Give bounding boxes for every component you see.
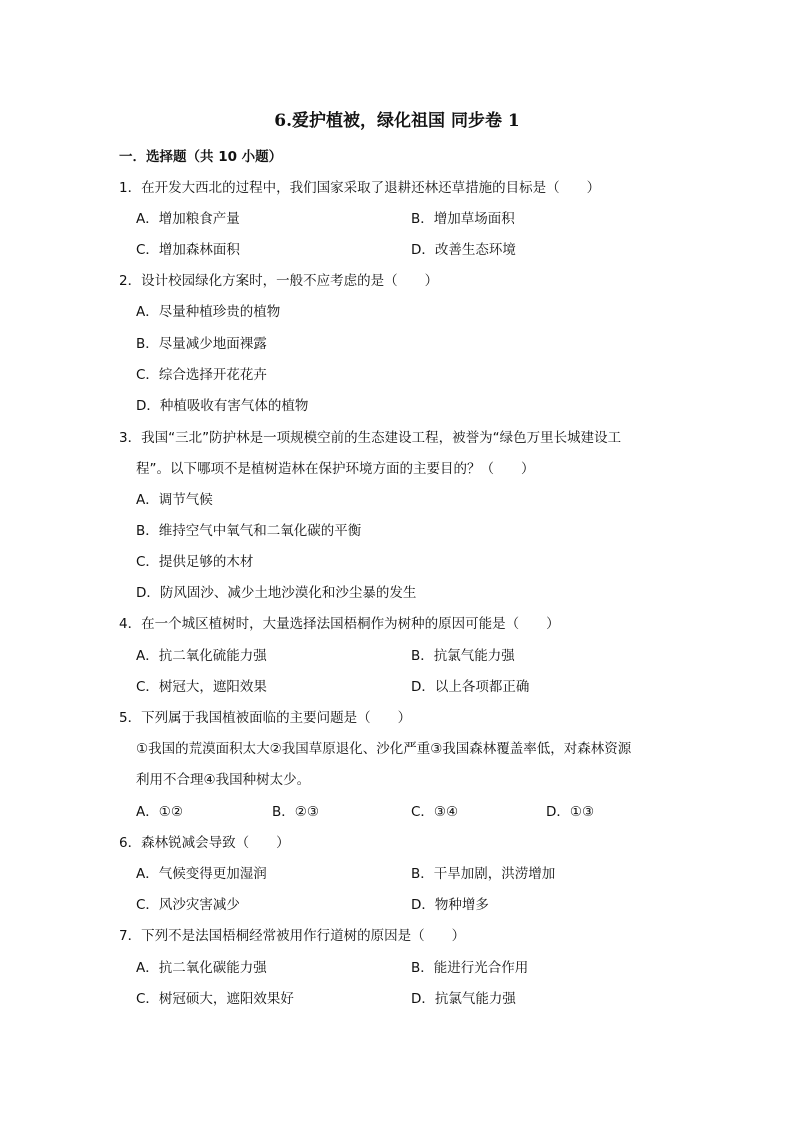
option-5b: B．②③ xyxy=(272,804,319,820)
option-2c: C．综合选择开花花卉 xyxy=(136,367,267,383)
question-2 xyxy=(119,269,438,289)
option-6b: B．干旱加剧，洪涝增加 xyxy=(411,866,556,882)
option-2d: D．种植吸收有害气体的植物 xyxy=(136,398,309,414)
section-heading: 一．选择题（共 10 小题） xyxy=(119,149,283,165)
option-5c: C．③④ xyxy=(411,804,459,820)
option-6c: C．风沙灾害减少 xyxy=(136,897,240,913)
question-number: 2． xyxy=(119,273,142,289)
option-1c: C．增加森林面积 xyxy=(136,242,240,258)
question-text: 我国“三北”防护林是一项规模空前的生态建设工程，被誉为“绿色万里长城建设工 xyxy=(141,430,622,446)
question-5-statements-line-1: ①我国的荒漠面积太大②我国草原退化、沙化严重③我国森林覆盖率低，对森林资源 xyxy=(136,741,632,757)
option-1d: D．改善生态环境 xyxy=(411,242,516,258)
question-text: 下列属于我国植被面临的主要问题是（ ） xyxy=(141,710,412,726)
question-text: 在开发大西北的过程中，我们国家采取了退耕还林还草措施的目标是（ ） xyxy=(141,180,601,196)
question-number: 5． xyxy=(119,710,142,726)
question-text: 在一个城区植树时，大量选择法国梧桐作为树种的原因可能是（ ） xyxy=(141,616,560,632)
question-5 xyxy=(119,706,411,726)
page-title: 6.爱护植被，绿化祖国 同步卷 1 xyxy=(274,111,520,131)
option-3d: D．防风固沙、减少土地沙漠化和沙尘暴的发生 xyxy=(136,585,417,601)
question-number: 3． xyxy=(119,430,142,446)
question-3 xyxy=(119,426,621,446)
question-number: 6． xyxy=(119,835,142,851)
question-number: 7． xyxy=(119,928,142,944)
question-6 xyxy=(119,831,290,851)
option-3c: C．提供足够的木材 xyxy=(136,554,254,570)
option-4a: A．抗二氧化硫能力强 xyxy=(136,648,267,664)
question-text: 设计校园绿化方案时，一般不应考虑的是（ ） xyxy=(141,273,439,289)
option-4c: C．树冠大，遮阳效果 xyxy=(136,679,267,695)
option-6a: A．气候变得更加湿润 xyxy=(136,866,267,882)
option-7c: C．树冠硕大，遮阳效果好 xyxy=(136,991,294,1007)
option-3a: A．调节气候 xyxy=(136,492,213,508)
option-1a: A．增加粮食产量 xyxy=(136,211,240,227)
question-1 xyxy=(119,176,600,196)
question-4 xyxy=(119,612,560,632)
question-5-statements-line-2: 利用不合理④我国种树太少。 xyxy=(136,772,311,788)
option-3b: B．维持空气中氧气和二氧化碳的平衡 xyxy=(136,523,362,539)
option-4b: B．抗氯气能力强 xyxy=(411,648,515,664)
option-5a: A．①② xyxy=(136,804,183,820)
question-number: 1． xyxy=(119,180,142,196)
question-number: 4． xyxy=(119,616,142,632)
option-5d: D．①③ xyxy=(546,804,595,820)
question-3-continuation: 程”。以下哪项不是植树造林在保护环境方面的主要目的？（ ） xyxy=(136,461,535,477)
option-7d: D．抗氯气能力强 xyxy=(411,991,516,1007)
question-7 xyxy=(119,924,465,944)
option-4d: D．以上各项都正确 xyxy=(411,679,530,695)
option-2a: A．尽量种植珍贵的植物 xyxy=(136,304,281,320)
question-text: 森林锐减会导致（ ） xyxy=(141,835,290,851)
option-6d: D．物种增多 xyxy=(411,897,489,913)
option-2b: B．尽量减少地面裸露 xyxy=(136,336,267,352)
option-7a: A．抗二氧化碳能力强 xyxy=(136,960,267,976)
question-text: 下列不是法国梧桐经常被用作行道树的原因是（ ） xyxy=(141,928,466,944)
option-1b: B．增加草场面积 xyxy=(411,211,515,227)
option-7b: B．能进行光合作用 xyxy=(411,960,529,976)
